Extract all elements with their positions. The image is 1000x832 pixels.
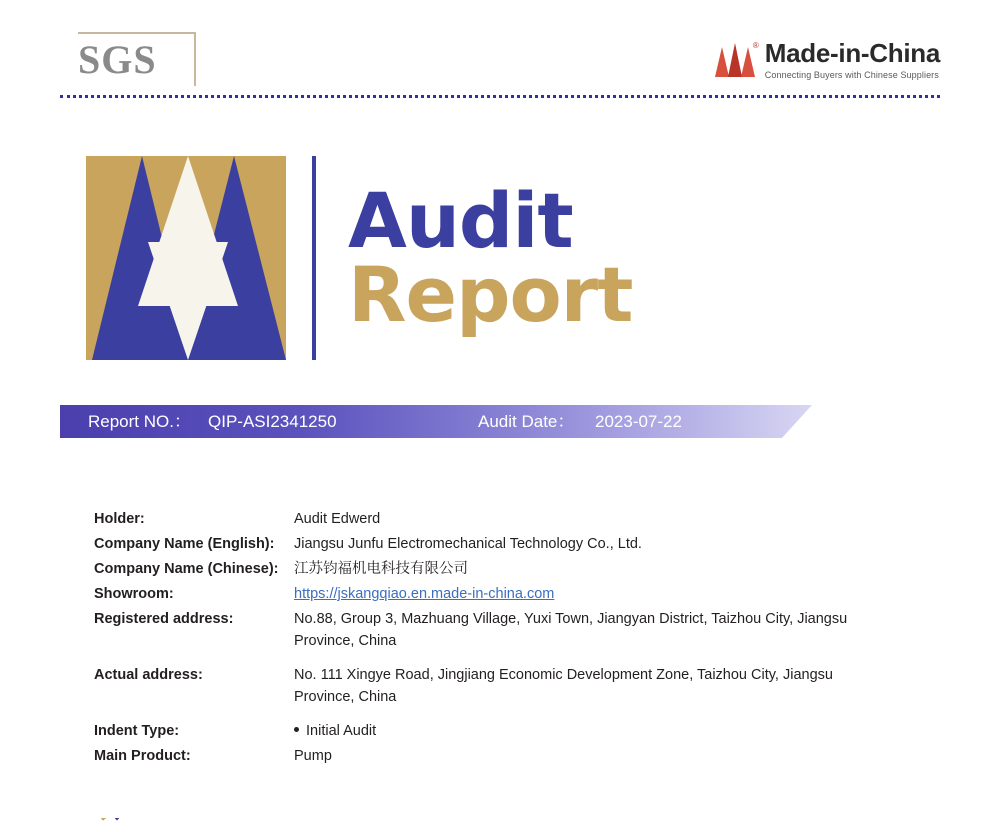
sgs-logo [78,32,200,88]
info-value-indent-type [294,720,914,742]
info-value-company-name-chinese: 江苏钧福机电科技有限公司 [294,561,468,577]
title-line-audit: Audit [348,176,573,266]
audit-emblem-icon [86,156,286,360]
title-vertical-divider [312,156,316,360]
showroom-link[interactable]: https://jskangqiao.en.made-in-china.com [294,586,555,602]
info-label-holder: Holder: [94,511,145,527]
info-label-indent-type: Indent Type: [94,723,180,739]
audit-date-value: 2023-07-22 [595,412,682,431]
made-in-china-title: Made-in-China [764,38,940,69]
report-info-table [94,508,914,770]
audit-date-label: Audit Date： [478,412,575,431]
info-label-company-name-chinese: Company Name (Chinese): [94,561,279,577]
info-row-showroom [94,583,914,605]
info-row-main-product [94,745,914,767]
info-value-holder: Audit Edwerd [294,511,381,527]
info-row-registered-address [94,608,914,652]
sgs-logo-right-rule [194,32,196,86]
info-row-company-name-english [94,533,914,555]
info-label-showroom: Showroom: [94,586,174,602]
info-row-indent-type [94,720,914,742]
info-label-actual-address: Actual address: [94,667,203,683]
report-title-block [86,156,633,360]
info-label-registered-address: Registered address: [94,611,234,627]
bottom-partial-emblem-icon [94,818,264,832]
info-row-holder [94,508,914,530]
title-line-report: Report [348,250,633,339]
title-words [348,176,633,339]
info-row-company-name-chinese [94,558,914,580]
report-no-value: QIP-ASI2341250 [208,412,337,431]
info-value-main-product: Pump [294,748,332,764]
made-in-china-tagline: Connecting Buyers with Chinese Suppliers [764,69,939,80]
made-in-china-wordmark [765,40,940,79]
report-meta-bar [60,405,812,438]
sgs-logo-top-rule [78,32,196,34]
page-header [60,24,940,96]
info-label-company-name-english: Company Name (English): [94,536,275,552]
indent-type-text: Initial Audit [306,723,377,739]
info-row-actual-address [94,664,914,708]
info-value-registered-address: No.88, Group 3, Mazhuang Village, Yuxi Town, Jiangyan District, Taizhou City, Jiangsu Province, China [294,611,848,649]
bullet-icon [294,727,299,732]
info-value-actual-address: No. 111 Xingye Road, Jingjiang Economic Development Zone, Taizhou City, Jiangsu Province, China [294,667,833,705]
made-in-china-logo [715,36,940,84]
info-label-main-product: Main Product: [94,748,191,764]
made-in-china-mark-icon [715,43,757,77]
report-no-label: Report NO.： [88,412,191,431]
header-divider [60,95,940,98]
sgs-logo-text: SGS [78,37,157,82]
info-value-company-name-english: Jiangsu Junfu Electromechanical Technology Co., Ltd. [294,536,642,552]
registered-trademark-symbol: ® [752,41,759,50]
